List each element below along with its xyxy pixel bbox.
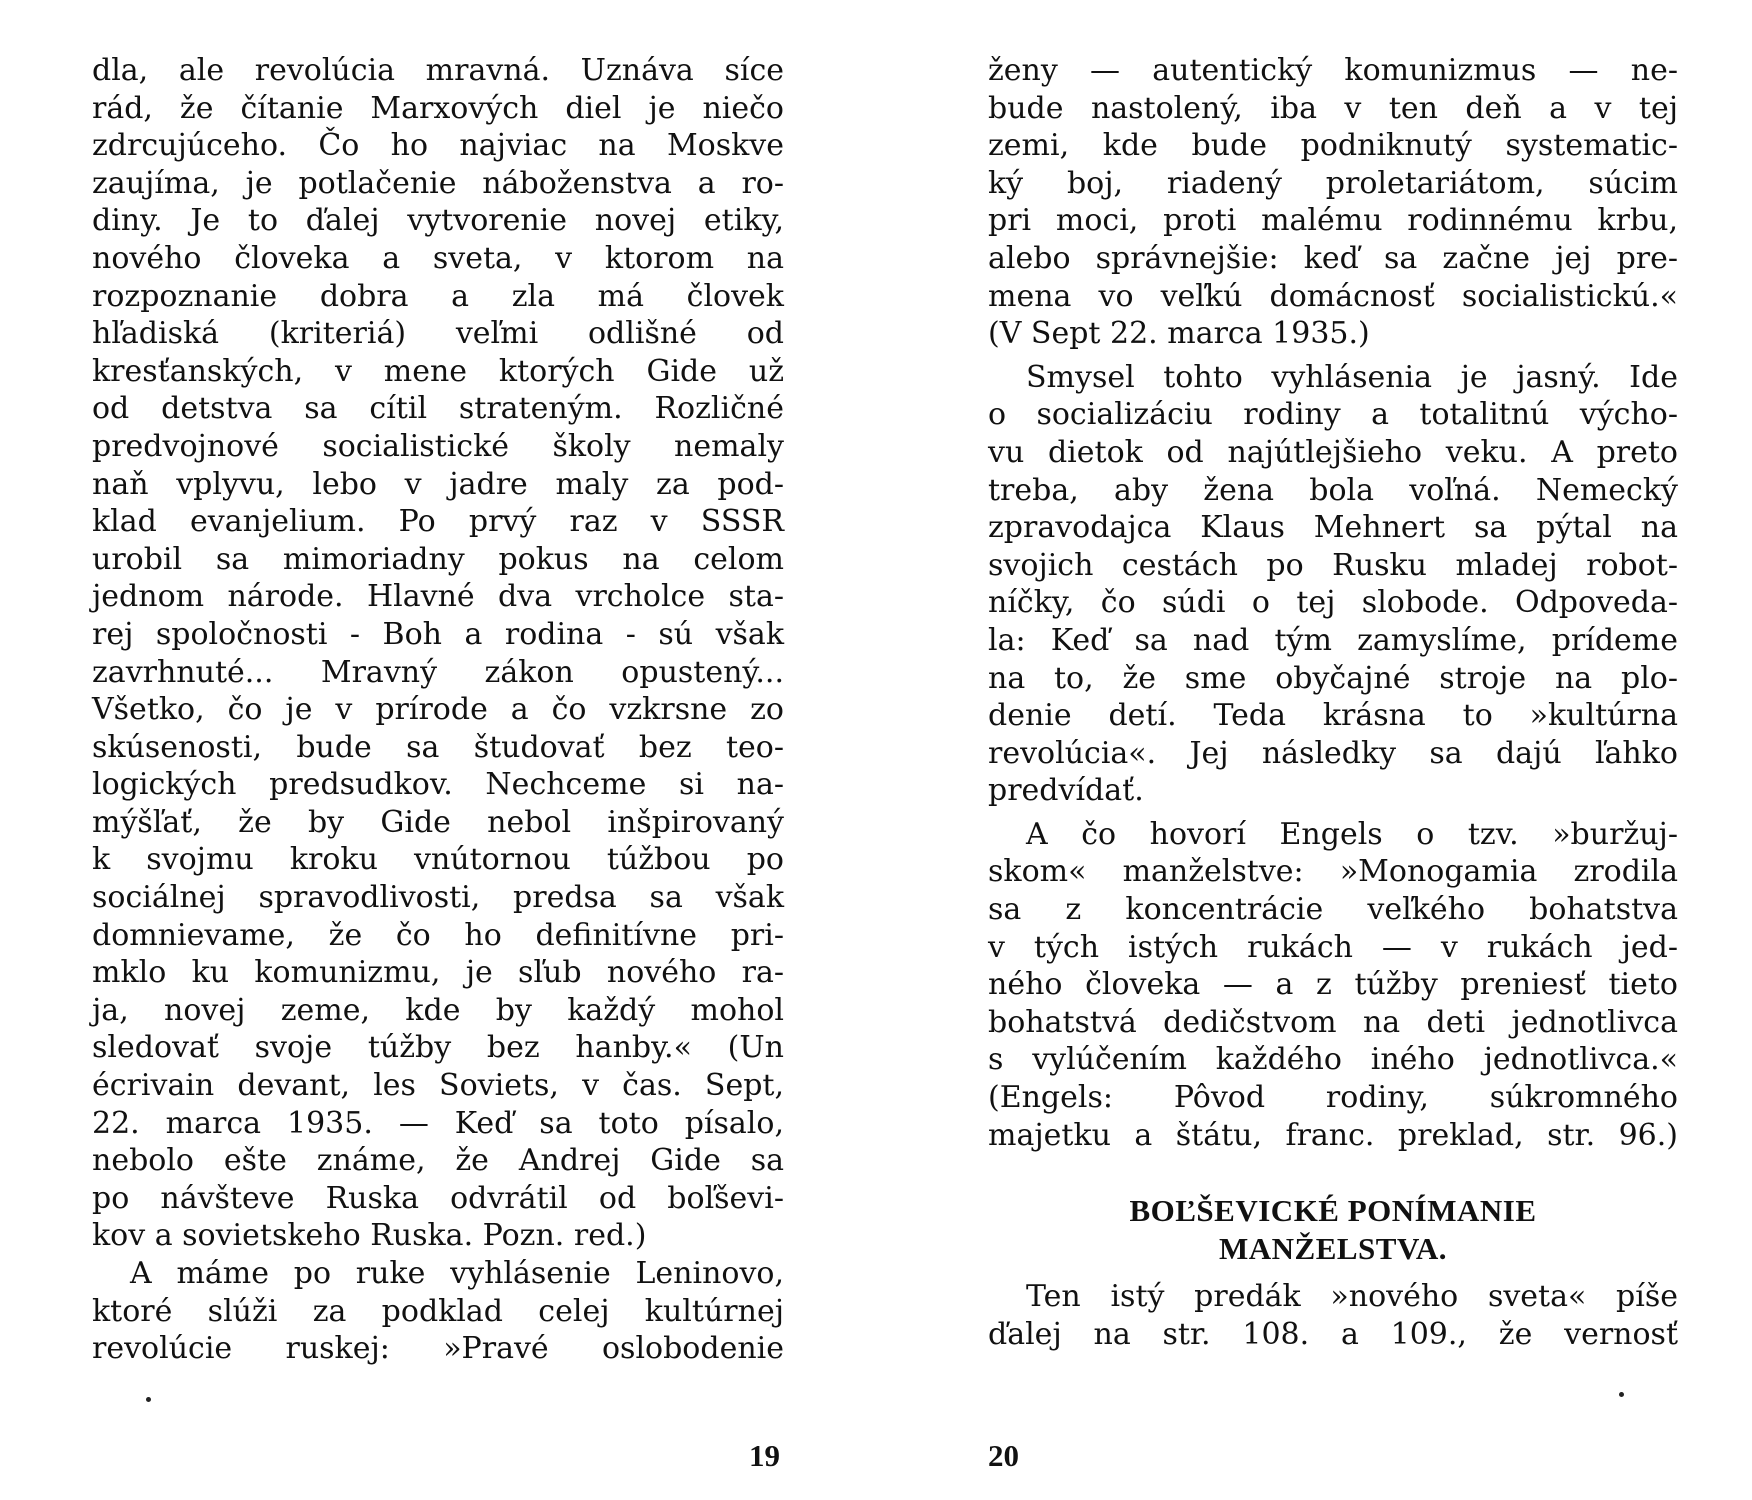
print-speck — [1619, 1392, 1624, 1397]
page-number-right: 20 — [988, 1438, 1019, 1473]
heading-line: MANŽELSTVA. — [1218, 1231, 1447, 1267]
text-line: klad evanjelium. Po prvý raz v SSSR — [92, 504, 784, 540]
text-line: A čo hovorí Engels o tzv. »buržuj- — [1026, 816, 1678, 852]
text-line: bude nastolený, iba v ten deň a v tej — [988, 90, 1678, 126]
page-number-left: 19 — [749, 1438, 780, 1473]
text-line: (Engels: Pôvod rodiny, súkromného — [988, 1080, 1678, 1116]
text-line: bohatstvá dedičstvom na deti jednotlivca — [988, 1004, 1678, 1040]
text-line: dla, ale revolúcia mravná. Uznáva síce — [92, 53, 784, 88]
text-line: logických predsudkov. Nechceme si na- — [92, 767, 784, 803]
text-line: (V Sept 22. marca 1935.) — [988, 316, 1370, 352]
text-line: diny. Je to ďalej vytvorenie novej etiky, — [92, 203, 784, 239]
text-line: k svojmu kroku vnútornou túžbou po — [92, 842, 784, 878]
text-line: od detstva sa cítil strateným. Rozličné — [92, 391, 784, 427]
text-line: 22. marca 1935. — Keď sa toto písalo, — [92, 1105, 784, 1141]
text-line: hľadiská (kriteriá) veľmi odlišné od — [92, 316, 784, 352]
paragraph-1 — [988, 52, 1678, 353]
text-line: Smysel tohto vyhlásenia je jasný. Ide — [1026, 359, 1678, 395]
text-line: ký boj, riadený proletariátom, súcim — [988, 165, 1678, 201]
heading-line: BOĽŠEVICKÉ PONÍMANIE — [1129, 1193, 1537, 1229]
text-line: v tých istých rukách — v rukách jed- — [988, 929, 1678, 965]
text-line: denie detí. Teda krásna to »kultúrna — [988, 698, 1678, 734]
text-line: nového človeka a sveta, v ktorom na — [92, 240, 784, 276]
text-line: ktoré slúži za podklad celej kultúrnej — [92, 1293, 784, 1329]
text-line: urobil sa mimoriadny pokus na celom — [92, 541, 784, 577]
text-line: Všetko, čo je v prírode a čo vzkrsne zo — [92, 692, 784, 728]
text-line: rád, že čítanie Marxových diel je niečo — [92, 90, 784, 126]
left-page-text — [92, 52, 784, 1368]
text-line: mýšľať, že by Gide nebol inšpirovaný — [92, 804, 784, 840]
text-line: A máme po ruke vyhlásenie Leninovo, — [130, 1256, 784, 1291]
text-line: zemi, kde bude podniknutý systematic- — [988, 128, 1678, 164]
text-line: skom« manželstve: »Monogamia zrodila — [988, 854, 1678, 890]
text-line: rozpoznanie dobra a zla má človek — [92, 278, 784, 314]
text-line: vu dietok od najútlejšieho veku. A preto — [988, 434, 1678, 470]
text-line: jednom národe. Hlavné dva vrcholce sta- — [92, 579, 784, 615]
text-line: kresťanských, v mene ktorých Gide už — [92, 353, 784, 389]
text-line: Ten istý predák »nového sveta« píše — [1026, 1279, 1678, 1315]
text-line: mena vo veľkú domácnosť socialistickú.« — [988, 278, 1678, 314]
text-line: nebolo ešte známe, že Andrej Gide sa — [92, 1143, 784, 1179]
text-line: na to, že sme obyčajné stroje na plo- — [988, 660, 1678, 696]
text-line: zaujíma, je potlačenie náboženstva a ro- — [92, 165, 784, 201]
text-line: predvojnové socialistické školy nemaly — [92, 428, 784, 464]
paragraph-2 — [988, 359, 1678, 810]
text-line: ženy — autentický komunizmus — ne- — [988, 53, 1678, 88]
text-line: zavrhnuté... Mravný zákon opustený... — [92, 654, 784, 690]
text-line: s vylúčením každého iného jednotlivca.« — [988, 1042, 1678, 1078]
text-line: domnievame, že čo ho definitívne pri- — [92, 917, 784, 953]
text-line: svojich cestách po Rusku mladej robot- — [988, 547, 1678, 583]
text-line: ja, novej zeme, kde by každý mohol — [92, 992, 784, 1028]
section-heading — [988, 1192, 1678, 1268]
text-line: écrivain devant, les Soviets, v čas. Sept, — [92, 1068, 784, 1104]
text-line: rej spoločnosti - Boh a rodina - sú však — [92, 616, 784, 652]
text-line: sociálnej spravodlivosti, predsa sa však — [92, 880, 784, 916]
text-line: zdrcujúceho. Čo ho najviac na Moskve — [92, 128, 784, 164]
text-line: ďalej na str. 108. a 109., že vernosť — [988, 1316, 1678, 1352]
left-page — [92, 52, 784, 1368]
text-line: majetku a štátu, franc. preklad, str. 96.) — [988, 1117, 1678, 1153]
text-line: la: Keď sa nad tým zamyslíme, prídeme — [988, 622, 1678, 658]
text-line: pri moci, proti malému rodinnému krbu, — [988, 203, 1678, 239]
text-line: zpravodajca Klaus Mehnert sa pýtal na — [988, 510, 1678, 546]
text-line: revolúcia«. Jej následky sa dajú ľahko — [988, 735, 1678, 771]
paragraph-4 — [988, 1278, 1678, 1353]
text-line: treba, aby žena bola voľná. Nemecký — [988, 472, 1678, 508]
text-line: kov a sovietskeho Ruska. Pozn. red.) — [92, 1218, 647, 1254]
text-line: sa z koncentrácie veľkého bohatstva — [988, 892, 1678, 928]
text-line: predvídať. — [988, 773, 1144, 809]
text-line: po návšteve Ruska odvrátil od boľševi- — [92, 1180, 784, 1216]
text-line: sledovať svoje túžby bez hanby.« (Un — [92, 1030, 784, 1066]
paragraph-3 — [988, 816, 1678, 1154]
text-line: o socializáciu rodiny a totalitnú výcho- — [988, 397, 1678, 433]
text-line: mklo ku komunizmu, je sľub nového ra- — [92, 955, 784, 991]
text-line: skúsenosti, bude sa študovať bez teo- — [92, 729, 784, 765]
right-page — [988, 52, 1678, 1353]
text-line: naň vplyvu, lebo v jadre maly za pod- — [92, 466, 784, 502]
print-speck — [146, 1397, 151, 1402]
text-line: alebo správnejšie: keď sa začne jej pre- — [988, 240, 1678, 276]
text-line: revolúcie ruskej: »Pravé oslobodenie — [92, 1331, 784, 1367]
text-line: níčky, čo súdi o tej slobode. Odpoveda- — [988, 585, 1678, 621]
text-line: ného človeka — a z túžby preniesť tieto — [988, 967, 1678, 1003]
